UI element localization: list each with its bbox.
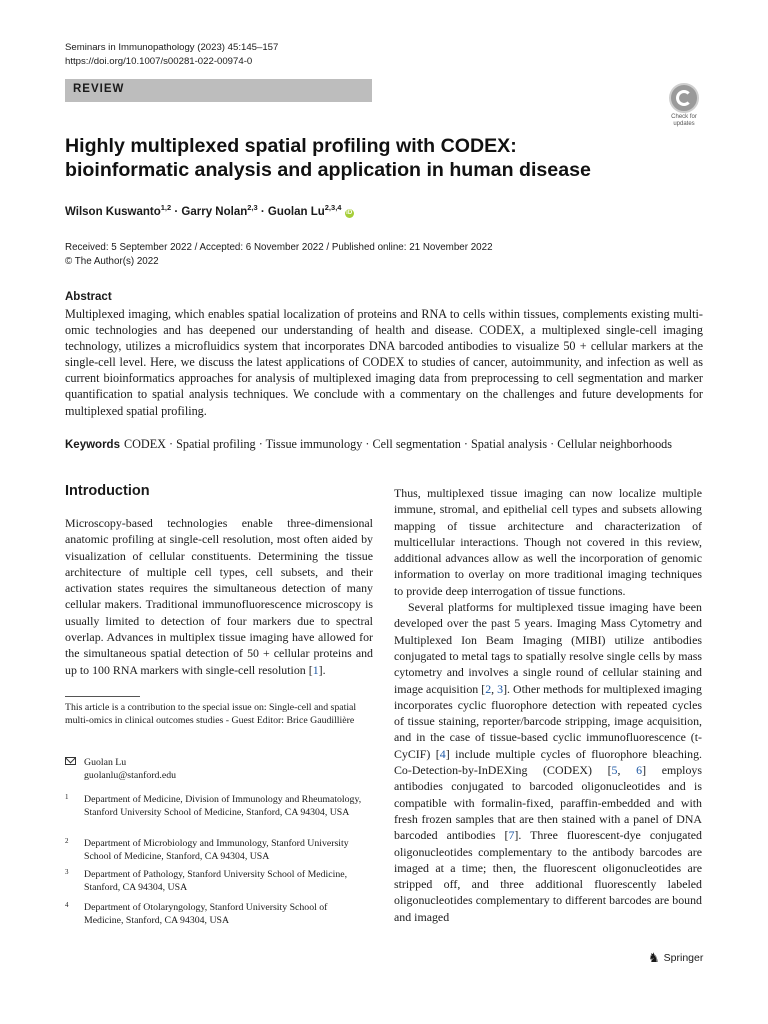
affiliation-number: 2 bbox=[65, 837, 69, 845]
article-type-bar bbox=[65, 79, 372, 102]
paragraph bbox=[394, 599, 702, 925]
springer-horse-icon: ♞ bbox=[648, 950, 660, 965]
check-updates-line1: Check for bbox=[671, 114, 697, 120]
citation-link[interactable]: 3 bbox=[497, 681, 504, 696]
affiliation-number: 1 bbox=[65, 793, 69, 801]
paragraph-text: Microscopy-based technologies enable three-dimensional anatomic profiling at single-cell resolution, most often aided by visualization of cellular constituents. Determining the tissue architecture of multiple cell types, cell subsets, and their activation states requires the simultaneous detection of many cellular makers. Traditional immunofluorescence microscopy is usually limited to detection of four markers due to spectral overlap. Advances in multiplex tissue imaging have allowed for the simultaneous spatial detection of 50 + cellular proteins and up to 100 RNA markers with single-cell resolution [ bbox=[65, 516, 373, 677]
orcid-icon[interactable]: iD bbox=[346, 209, 353, 216]
publisher-name: Springer bbox=[663, 951, 704, 964]
affiliation-text: Department of Microbiology and Immunology, Stanford University School of Medicine, Stanford, CA 94304, USA bbox=[84, 838, 349, 863]
section-heading-introduction: Introduction bbox=[65, 483, 150, 499]
doi-link[interactable]: https://doi.org/10.1007/s00281-022-00974-0 bbox=[65, 56, 253, 67]
paragraph-text: ] employs antibodies conjugated to barcoded oligonucleotides and is compatible with formalin-fixed, paraffin-embedded and with fresh frozen samples that are then stained with a panel of DNA barcoded antibodies [ bbox=[394, 763, 702, 843]
copyright-line: © The Author(s) 2022 bbox=[65, 256, 159, 267]
citation-link[interactable]: 2 bbox=[485, 681, 492, 696]
author-name[interactable]: Guolan Lu bbox=[267, 205, 325, 218]
author-list bbox=[65, 203, 354, 218]
article-title: Highly multiplexed spatial profiling with CODEX: bioinformatic analysis and application in human disease bbox=[65, 135, 591, 181]
affiliation-number: 3 bbox=[65, 868, 69, 876]
affiliation-text: Department of Medicine, Division of Immunology and Rheumatology, Stanford University School of Medicine, Stanford, CA 94304, USA bbox=[84, 794, 362, 819]
paragraph: Thus, multiplexed tissue imaging can now localize multiple immune, stromal, and epithelial cell types and subsets allowing mapping of tissue architecture and characterization of multicellular interactions. Though not covered in this review, additional advances allow as well the incorporation of genomic information to overlay on more traditional imaging techniques to provide deep interrogation of tissue functions. bbox=[394, 486, 702, 598]
affiliation-text: Department of Otolaryngology, Stanford University School of Medicine, Stanford, CA 94304, USA bbox=[84, 902, 328, 927]
affiliation-number: 4 bbox=[65, 901, 69, 909]
keywords-text: CODEX · Spatial profiling · Tissue immunology · Cell segmentation · Spatial analysis · Cellular neighborhoods bbox=[123, 437, 673, 451]
dates-line: Received: 5 September 2022 / Accepted: 6 November 2022 / Published online: 21 November 2022 bbox=[65, 242, 493, 253]
citation-link[interactable]: 5 bbox=[611, 763, 618, 778]
special-issue-note: This article is a contribution to the special issue on: Single-cell and spatial multi-omics in clinical outcomes studies - Guest Editor: Brice Gaudillière bbox=[65, 702, 357, 727]
publication-dates bbox=[65, 241, 493, 269]
journal-citation bbox=[65, 41, 278, 69]
envelope-icon bbox=[65, 757, 76, 765]
check-for-updates-badge[interactable] bbox=[664, 83, 704, 128]
citation-link[interactable]: 6 bbox=[636, 763, 643, 778]
footnote-divider bbox=[65, 696, 140, 697]
article-type-label: REVIEW bbox=[73, 83, 125, 95]
citation-link[interactable]: 1 bbox=[312, 662, 319, 677]
paragraph-text: , bbox=[617, 763, 637, 778]
keywords-label: Keywords bbox=[65, 439, 120, 451]
author-affiliation: 1,2 bbox=[160, 203, 172, 212]
author-name[interactable]: Garry Nolan bbox=[181, 205, 248, 218]
abstract-heading: Abstract bbox=[65, 291, 112, 303]
abstract-text: Multiplexed imaging, which enables spatial localization of proteins and RNA to cells within tissues, complements existing multi-omic technologies and has deepened our understanding of health and disease. CODEX, a multiplexed single-cell imaging technology, utilizes a microfluidics system that incorporates DNA barcoded antibodies to visualize 50 + cellular markers at the single-cell level. Here, we discuss the latest applications of CODEX to studies of cancer, autoimmunity, and infection as well as current bioinformatics approaches for analysis of multiplexed imaging data from preprocessing to cell segmentation and marker quantification to spatial analysis techniques. We conclude with a commentary on the challenges and future developments for multiplexed spatial profiling. bbox=[65, 307, 703, 418]
publisher-logo[interactable] bbox=[648, 951, 703, 964]
author-name[interactable]: Wilson Kuswanto bbox=[65, 205, 161, 218]
paragraph-text: ]. Other methods for multiplexed imaging incorporates cyclic fluorophore detection with repeated cycles of tissue staining, reporter/barcode stripping, image acquisition, and in the case of tissue-based cyclic immunofluorescence (t-CyCIF) [ bbox=[394, 681, 703, 761]
left-column bbox=[65, 515, 373, 678]
paragraph-text: Several platforms for multiplexed tissue imaging have been developed over the past 5 years. Imaging Mass Cytometry and Multiplexed Ion Beam Imaging (MIBI) utilize antibodies conjugated to metal tags to spatially resolve single cells by mass cytometry and involves a single round of cellular staining and image acquisition [ bbox=[394, 600, 702, 696]
check-updates-line2: updates bbox=[673, 121, 695, 127]
check-for-updates-icon bbox=[669, 83, 699, 113]
author-affiliation: 2,3,4 bbox=[324, 203, 342, 212]
author-separator: · bbox=[257, 205, 268, 218]
right-column bbox=[394, 485, 702, 925]
citation-link[interactable]: 4 bbox=[439, 746, 446, 761]
author-separator: · bbox=[171, 205, 182, 218]
contact-email[interactable]: guolanlu@stanford.edu bbox=[84, 770, 177, 782]
paragraph-text: ] include multiple cycles of fluorophore bleaching. Co-Detection-by-InDEXing (CODEX) [ bbox=[394, 746, 702, 778]
affiliation-text: Department of Pathology, Stanford University School of Medicine, Stanford, CA 94304, USA bbox=[84, 869, 348, 894]
citation-link[interactable]: 7 bbox=[508, 828, 515, 843]
author-affiliation: 2,3 bbox=[247, 203, 258, 212]
paragraph-text: , bbox=[491, 681, 498, 696]
keywords bbox=[65, 437, 715, 452]
paragraph-text: ]. Three fluorescent-dye conjugated oligonucleotides complementary to the antibody barcodes are imaged at a time; then, the fluorescent oligonucleotides are stripped off, and three additional fluorescently labeled oligonucleotides complementary to different barcodes are bound and imaged bbox=[394, 828, 702, 924]
journal-info: Seminars in Immunopathology (2023) 45:145–157 bbox=[65, 42, 279, 53]
paragraph bbox=[65, 515, 373, 678]
contact-name: Guolan Lu bbox=[84, 757, 127, 768]
paragraph-text: ]. bbox=[318, 662, 326, 677]
